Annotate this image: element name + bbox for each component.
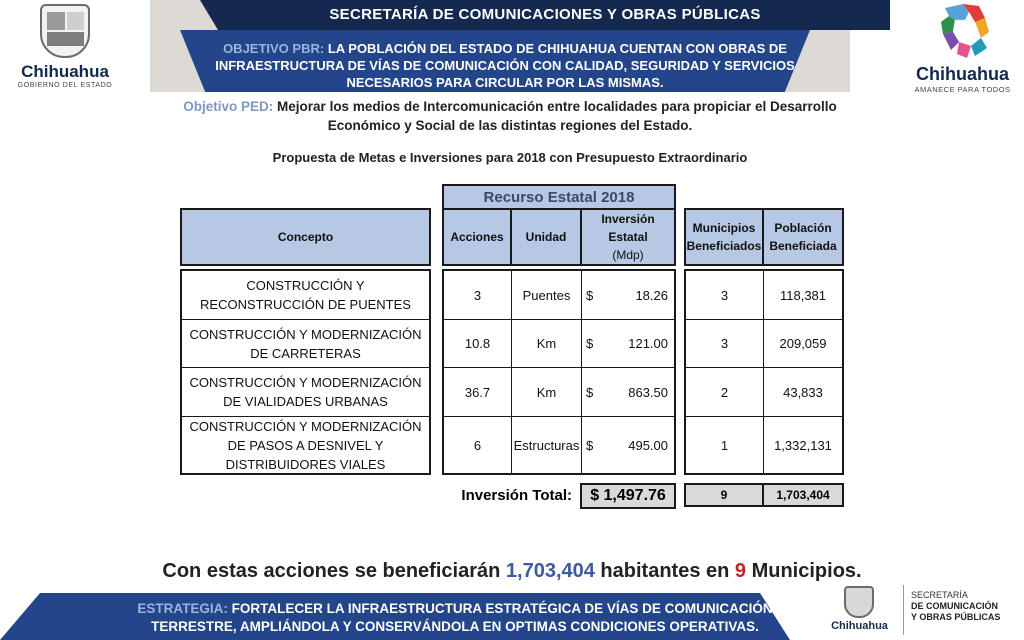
summary-habitantes: 1,703,404 <box>505 560 595 582</box>
total-municipios <box>684 483 764 507</box>
row-2-inversion <box>586 320 674 367</box>
table-subtitle: Propuesta de Metas e Inversiones para 2018 con Presupuesto Extraordinario <box>272 150 748 165</box>
footer-sec-l2: DE COMUNICACIÓN <box>911 601 998 611</box>
row-4-amount: 495.00 <box>628 437 668 453</box>
header-unidad-label: Unidad <box>525 230 567 244</box>
row-4-municipios: 1 <box>720 437 729 453</box>
summary-part-1: Con estas acciones se beneficiarán <box>162 560 506 582</box>
gobierno-chihuahua-logo <box>10 4 120 92</box>
header-inversion-l1: Inversión <box>601 212 655 226</box>
row-3-municipios: 2 <box>720 384 729 400</box>
row-1-concepto: CONSTRUCCIÓN Y RECONSTRUCCIÓN DE PUENTES <box>200 278 411 312</box>
footer-divider <box>903 585 904 635</box>
page-title: SECRETARÍA DE COMUNICACIONES Y OBRAS PÚBLICAS <box>329 6 761 23</box>
header-inversion-l2: Estatal <box>608 230 648 244</box>
row-2-amount: 121.00 <box>628 336 668 351</box>
header-unidad <box>510 208 582 266</box>
row-1-inversion <box>586 271 674 319</box>
header-acciones <box>442 208 512 266</box>
row-2-acciones: 10.8 <box>464 336 491 351</box>
header-inversion-l3: (Mdp) <box>612 248 644 262</box>
summary-part-3: Municipios. <box>746 560 862 582</box>
objective-pbr-label: OBJETIVO PBR: <box>223 41 325 56</box>
objective-pbr <box>210 40 800 91</box>
benefit-summary <box>150 560 874 583</box>
summary-part-2: habitantes en <box>594 560 735 582</box>
row-3-inversion <box>586 368 674 416</box>
logo-right-sub: AMANECE PARA TODOS <box>914 85 1011 94</box>
row-3-amount: 863.50 <box>628 384 668 400</box>
total-poblacion <box>762 483 844 507</box>
total-inversion <box>580 483 676 509</box>
row-1-poblacion: 118,381 <box>779 287 827 303</box>
header-municipios <box>684 208 764 266</box>
footer-strategy <box>95 600 815 636</box>
row-2-poblacion: 209,059 <box>779 336 827 351</box>
row-1-currency: $ <box>586 287 594 303</box>
row-2-currency: $ <box>586 336 594 351</box>
footer-chihuahua-logo <box>822 586 897 636</box>
row-4-inversion <box>586 417 674 473</box>
strategy-label: ESTRATEGIA: <box>137 601 228 616</box>
total-poblacion-value: 1,703,404 <box>776 488 830 502</box>
header-poblacion <box>762 208 844 266</box>
row-3-currency: $ <box>586 384 594 400</box>
footer-sec-l3: Y OBRAS PÚBLICAS <box>911 612 1001 622</box>
header-municipios-l2: Beneficiados <box>686 239 762 253</box>
row-2-municipios: 3 <box>720 336 729 351</box>
row-2-unidad: Km <box>536 336 557 351</box>
total-municipios-value: 9 <box>720 488 728 502</box>
total-label: Inversión Total: <box>461 487 572 504</box>
row-3-unidad: Km <box>536 384 557 400</box>
header-municipios-l1: Municipios <box>692 221 756 235</box>
total-inversion-value: $ 1,497.76 <box>590 487 666 504</box>
row-4-poblacion: 1,332,131 <box>774 437 832 453</box>
header-poblacion-l1: Población <box>774 221 832 235</box>
row-3-acciones: 36.7 <box>464 384 491 400</box>
objective-ped <box>170 97 850 135</box>
summary-municipios: 9 <box>734 560 747 582</box>
objective-ped-text: Mejorar los medios de Intercomunicación entre localidades para propiciar el Desarrollo Económico y Social de las distintas regiones del Estado. <box>277 99 837 133</box>
row-4-acciones: 6 <box>473 437 482 453</box>
row-3-poblacion: 43,833 <box>783 384 823 400</box>
row-1-municipios: 3 <box>720 287 729 303</box>
footer-secretaria-logo <box>911 590 1021 623</box>
row-4-unidad: Estructuras <box>513 437 580 453</box>
state-map-icon <box>935 2 991 60</box>
logo-left-name: Chihuahua <box>21 62 109 81</box>
footer-coat-of-arms-icon <box>844 586 874 618</box>
chihuahua-amanece-logo <box>905 2 1020 94</box>
row-3-concepto: CONSTRUCCIÓN Y MODERNIZACIÓN DE VIALIDADES URBANAS <box>189 375 422 409</box>
footer-sec-l1: SECRETARÍA <box>911 590 968 600</box>
row-4-currency: $ <box>586 437 594 453</box>
logo-left-sub: GOBIERNO DEL ESTADO <box>17 82 113 89</box>
header-acciones-label: Acciones <box>450 230 504 244</box>
recurso-estatal-header: Recurso Estatal 2018 <box>442 184 676 209</box>
header-inversion <box>580 208 676 266</box>
header-concepto-label: Concepto <box>277 230 334 244</box>
row-1-unidad: Puentes <box>522 287 571 303</box>
row-1-amount: 18.26 <box>635 287 668 303</box>
row-2-concepto: CONSTRUCCIÓN Y MODERNIZACIÓN DE CARRETERAS <box>189 326 422 361</box>
row-1-acciones: 3 <box>473 287 482 303</box>
footer-logo-name: Chihuahua <box>831 620 888 632</box>
header-poblacion-l2: Beneficiada <box>769 239 837 253</box>
row-4-concepto: CONSTRUCCIÓN Y MODERNIZACIÓN DE PASOS A DESNIVEL Y DISTRIBUIDORES VIALES <box>189 418 422 472</box>
coat-of-arms-icon <box>40 4 90 58</box>
objective-pbr-text: LA POBLACIÓN DEL ESTADO DE CHIHUAHUA CUENTAN CON OBRAS DE INFRAESTRUCTURA DE VÍAS DE COMUNICACIÓN CON CALIDAD, SEGURIDAD Y SERVICIOS NECESARIOS PARA CIRCULAR POR LAS MISMAS. <box>215 41 795 90</box>
strategy-text: FORTALECER LA INFRAESTRUCTURA ESTRATÉGICA DE VÍAS DE COMUNICACIÓN TERRESTRE, AMPLIÁNDOLA Y CONSERVÁNDOLA EN OPTIMAS CONDICIONES OPERATIVAS. <box>151 601 773 634</box>
header-concepto <box>180 208 431 266</box>
logo-right-name: Chihuahua <box>916 64 1009 84</box>
objective-ped-label: Objetivo PED: <box>183 99 274 114</box>
